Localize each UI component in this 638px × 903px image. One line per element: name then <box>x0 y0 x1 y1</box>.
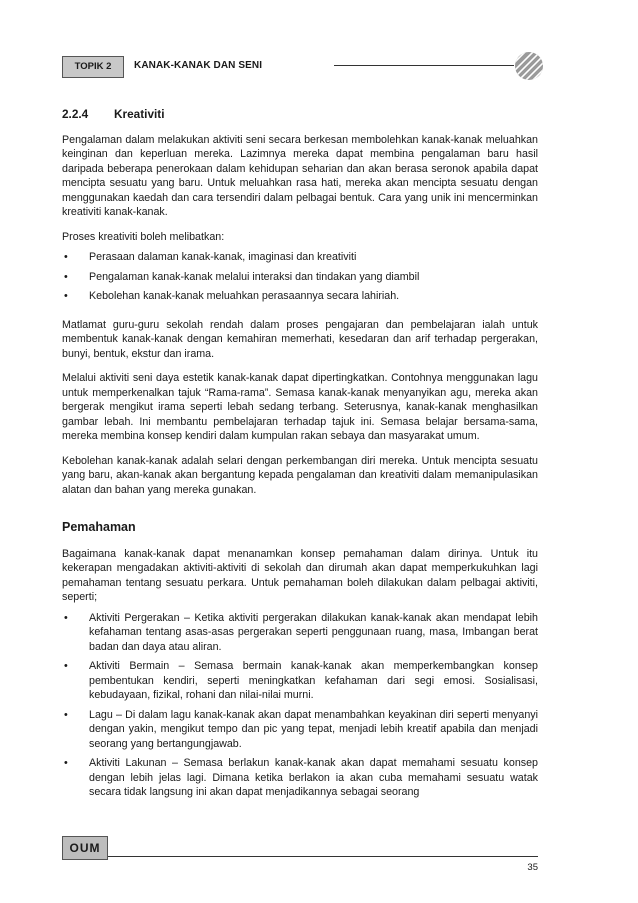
section-heading <box>62 107 538 122</box>
page-content <box>62 107 538 810</box>
page-header <box>62 51 546 81</box>
list-item: • Aktiviti Bermain – Semasa bermain kanak-kanak akan memperkembangkan konsep pembentukan kendiri, seperti meningkatkan kefahaman dari segi emosi. Sosialisasi, kebudayaan, fizikal, rohani dan nilai-nilai murni. <box>62 659 538 703</box>
oum-logo: OUM <box>62 836 108 860</box>
paragraph: Melalui aktiviti seni daya estetik kanak-kanak dapat dipertingkatkan. Contohnya menggunakan lagu untuk memperkenalkan tajuk “Rama-rama”. Semasa kanak-kanak menyanyikan agu, mereka akan bergerak mengikut irama seperti lebah sedang terbang. Seterusnya, kanak-kanak menghasilkan gambar lebah. Ini membantu pembelajaran terhadap tajuk ini. Semasa belajar bersama-sama, mereka membina konsep kendiri dalam kumpulan rakan sebaya dan masyarakat umum. <box>62 372 538 442</box>
paragraph: Bagaimana kanak-kanak dapat menanamkan konsep pemahaman dalam dirinya. Untuk itu kekerapan mengadakan aktiviti-aktiviti di sekolah dan dirumah akan dapat memperkukuhkan lagi pemahaman tentang sesuatu perkara. Untuk pemahaman boleh dilakukan dalam pelbagai aktiviti, seperti; <box>62 547 538 603</box>
paragraph: Matlamat guru-guru sekolah rendah dalam proses pengajaran dan pembelajaran ialah untuk membentuk kanak-kanak dengan kemahiran memerhati, kesedaran dan arif terhadap pergerakan, bunyi, bentuk, ekstur dan irama. <box>62 318 538 360</box>
header-rule <box>334 65 514 66</box>
page-footer <box>62 836 538 876</box>
list-item: • Aktiviti Pergerakan – Ketika aktiviti pergerakan dilakukan kanak-kanak akan mendapat lebih kefahaman tentang asas-asas pergerakan seperti penggunaan ruang, masa, Imbangan berat badan dan daya atau aliran. <box>62 611 538 655</box>
subsection-heading: Pemahaman <box>62 520 136 534</box>
section-number: 2.2.4 <box>62 107 89 121</box>
page-number: 35 <box>527 862 538 873</box>
bullet-list <box>62 611 538 800</box>
list-item: • Lagu – Di dalam lagu kanak-kanak akan dapat menambahkan keyakinan diri seperti menyanyi dengan yakin, mengikut tempo dan pic yang tepat, menjadi lebih kreatif apabila dan menjadi seorang yang bertangungjawab. <box>62 708 538 752</box>
bullet-list <box>62 250 538 304</box>
list-item: • Pengalaman kanak-kanak melalui interaksi dan tindakan yang diambil <box>62 270 538 285</box>
paragraph: Pengalaman dalam melakukan aktiviti seni secara berkesan membolehkan kanak-kanak meluahkan keinginan dan keperluan mereka. Lazimnya mereka dapat membina pengalaman baru hasil daripada beberapa penerokaan dalam kehidupan seharian dan akan berasa seronok apabila dapat mencipta sesuatu yang baru. Untuk meluahkan rasa hati, mereka akan mencipta sesuatu dengan menggunakan kaedah dan cara tersendiri dalam pelbagai bentuk. Cara yang unik ini mencerminkan kreativiti kanak-kanak. <box>62 133 538 218</box>
topic-title: KANAK-KANAK DAN SENI <box>134 60 263 71</box>
paragraph: Proses kreativiti boleh melibatkan: <box>62 230 225 243</box>
footer-rule <box>108 856 538 857</box>
striped-globe-logo-icon <box>514 51 544 81</box>
section-title: Kreativiti <box>114 107 165 121</box>
list-item: • Aktiviti Lakunan – Semasa berlakun kanak-kanak akan dapat memahami sesuatu konsep dengan lebih jelas lagi. Dimana ketika berlakon ia akan cuba memahami sesuatu watak secara tidak langsung ini akan dapat menjadikannya sebagai seorang <box>62 756 538 800</box>
topic-label: TOPIK 2 <box>62 56 124 78</box>
paragraph: Kebolehan kanak-kanak adalah selari dengan perkembangan diri mereka. Untuk mencipta sesuatu yang baru, akan-kanak akan bergantung kepada pengalaman dan kreativiti dalam memanipulasikan alatan dan bahan yang mereka gunakan. <box>62 454 538 496</box>
list-item: • Kebolehan kanak-kanak meluahkan perasaannya secara lahiriah. <box>62 289 538 304</box>
list-item: • Perasaan dalaman kanak-kanak, imaginasi dan kreativiti <box>62 250 538 265</box>
